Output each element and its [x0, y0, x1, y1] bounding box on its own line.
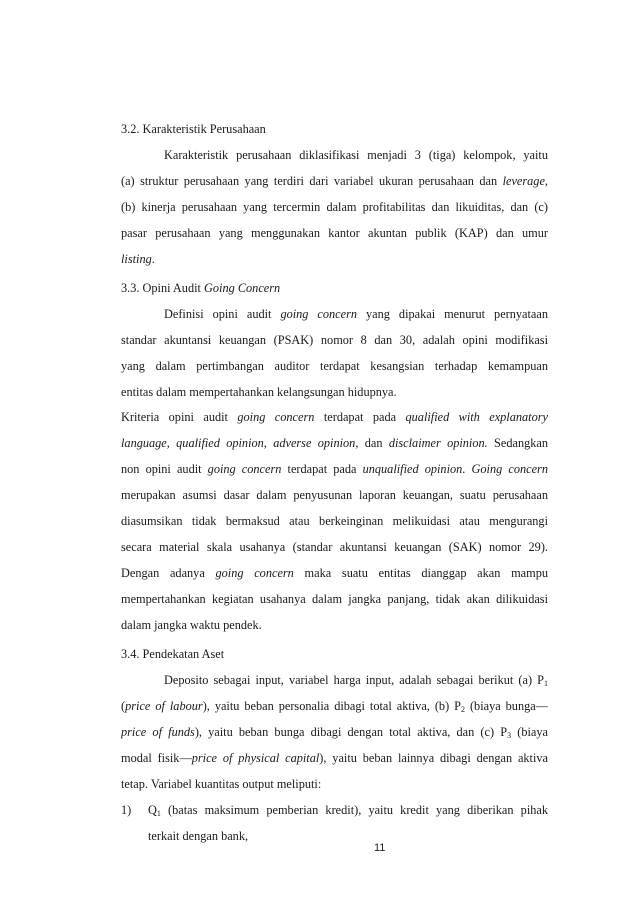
paragraph-line [121, 617, 548, 633]
italic-term: going concern [215, 566, 294, 580]
italic-term: language, qualified opinion [121, 436, 264, 450]
paragraph-line [121, 199, 548, 215]
page-number: 11 [374, 842, 386, 854]
text: secara material skala usahanya (standar akuntansi keuangan (SAK) nomor 29). [121, 540, 548, 554]
paragraph-line [121, 750, 548, 766]
italic-term: qualified with explanatory [405, 410, 548, 424]
section-heading-3-4 [121, 646, 548, 662]
list-item [121, 802, 548, 818]
text: merupakan asumsi dasar dalam penyusunan laporan keuangan, suatu perusahaan [121, 488, 548, 502]
subscript: 2 [460, 705, 465, 714]
text: , dan [355, 436, 389, 450]
italic-term: listing [121, 252, 152, 266]
text: yang dipakai menurut pernyataan [357, 307, 548, 321]
heading-text: 3.2. Karakteristik Perusahaan [121, 122, 266, 136]
section-heading-3-3 [121, 280, 548, 296]
paragraph-line [121, 565, 548, 581]
text: entitas dalam mempertahankan kelangsungan hidupnya. [121, 385, 397, 399]
section-heading-3-2 [121, 121, 548, 137]
heading-text: 3.3. Opini Audit [121, 281, 205, 295]
subscript: 1 [544, 679, 548, 688]
paragraph-line [121, 461, 548, 477]
paragraph-line [121, 487, 548, 503]
italic-term: leverage [502, 174, 545, 188]
heading-italic: Going Concern [204, 281, 281, 295]
italic-term: price of labour [125, 699, 203, 713]
paragraph-line [121, 332, 548, 348]
paragraph-line [121, 776, 548, 792]
text: terkait dengan bank, [148, 829, 249, 843]
text: mempertahankan kegiatan usahanya dalam jangka panjang, tidak akan dilikuidasi [121, 592, 548, 606]
text: ( [121, 699, 126, 713]
list-number: 1) [121, 803, 132, 817]
text: Definisi opini audit [164, 307, 281, 321]
italic-term: going concern [280, 307, 358, 321]
subscript: 3 [507, 731, 512, 740]
text: maka suatu entitas dianggap akan mampu [293, 566, 548, 580]
text: Q [148, 803, 157, 817]
text: Karakteristik perusahaan diklasifikasi menjadi 3 (tiga) kelompok, yaitu [164, 148, 548, 162]
text: yang dalam pertimbangan auditor terdapat kesangsian terhadap kemampuan [121, 359, 548, 373]
italic-term: Going concern [471, 462, 548, 476]
text: terdapat pada [281, 462, 363, 476]
list-item-text [148, 802, 548, 818]
paragraph-line [121, 724, 548, 740]
paragraph-line [121, 358, 548, 374]
paragraph-line [121, 513, 548, 529]
text: ), yaitu beban bunga dibagi dengan total aktiva, dan (c) P [194, 725, 508, 739]
italic-term: adverse opinion [273, 436, 356, 450]
paragraph-line [121, 539, 548, 555]
list-item-continuation [148, 828, 548, 844]
text: (a) struktur perusahaan yang terdiri dari variabel ukuran perusahaan dan [121, 174, 503, 188]
subscript: 1 [156, 809, 161, 818]
paragraph-line [121, 698, 548, 714]
text: Kriteria opini audit [121, 410, 238, 424]
text: ), yaitu beban lainnya dibagi dengan aktiva [319, 751, 548, 765]
text: standar akuntansi keuangan (PSAK) nomor 8 dan 30, adalah opini modifikasi [121, 333, 548, 347]
paragraph-line [121, 173, 548, 189]
text: ), yaitu beban personalia dibagi total aktiva, (b) P [202, 699, 461, 713]
paragraph-line [121, 435, 548, 451]
paragraph-line [121, 591, 548, 607]
text: dalam jangka waktu pendek. [121, 618, 262, 632]
text: . [151, 252, 155, 266]
text: (batas maksimum pemberian kredit), yaitu kredit yang diberikan pihak [160, 803, 548, 817]
text: tetap. Variabel kuantitas output meliputi: [121, 777, 322, 791]
text: Sedangkan [487, 436, 548, 450]
text: (biaya bunga— [464, 699, 548, 713]
paragraph-line [164, 672, 548, 688]
text: terdapat pada [314, 410, 406, 424]
text: diasumsikan tidak bermaksud atau berkeinginan melikuidasi atau mengurangi [121, 514, 548, 528]
paragraph-line [164, 306, 548, 322]
paragraph-line [121, 409, 548, 425]
heading-text: 3.4. Pendekatan Aset [121, 647, 225, 661]
text: modal fisik— [121, 751, 192, 765]
text: , [544, 174, 548, 188]
text: , [263, 436, 274, 450]
paragraph-line [121, 251, 548, 267]
italic-term: going concern [207, 462, 282, 476]
text: Deposito sebagai input, variabel harga input, adalah sebagai berikut (a) P [164, 673, 544, 687]
text: non opini audit [121, 462, 208, 476]
paragraph-line [121, 384, 548, 400]
italic-term: price of funds [121, 725, 195, 739]
text: pasar perusahaan yang menggunakan kantor akuntan publik (KAP) dan umur [121, 226, 548, 240]
text: . [462, 462, 472, 476]
italic-term: unqualified opinion [362, 462, 463, 476]
italic-term: price of physical capital [191, 751, 320, 765]
italic-term: going concern [237, 410, 315, 424]
paragraph-line [121, 225, 548, 241]
text: Dengan adanya [121, 566, 216, 580]
text: (b) kinerja perusahaan yang tercermin dalam profitabilitas dan likuiditas, dan (c) [121, 200, 548, 214]
paragraph-line [164, 147, 548, 163]
italic-term: disclaimer opinion. [388, 436, 488, 450]
text: (biaya [511, 725, 548, 739]
